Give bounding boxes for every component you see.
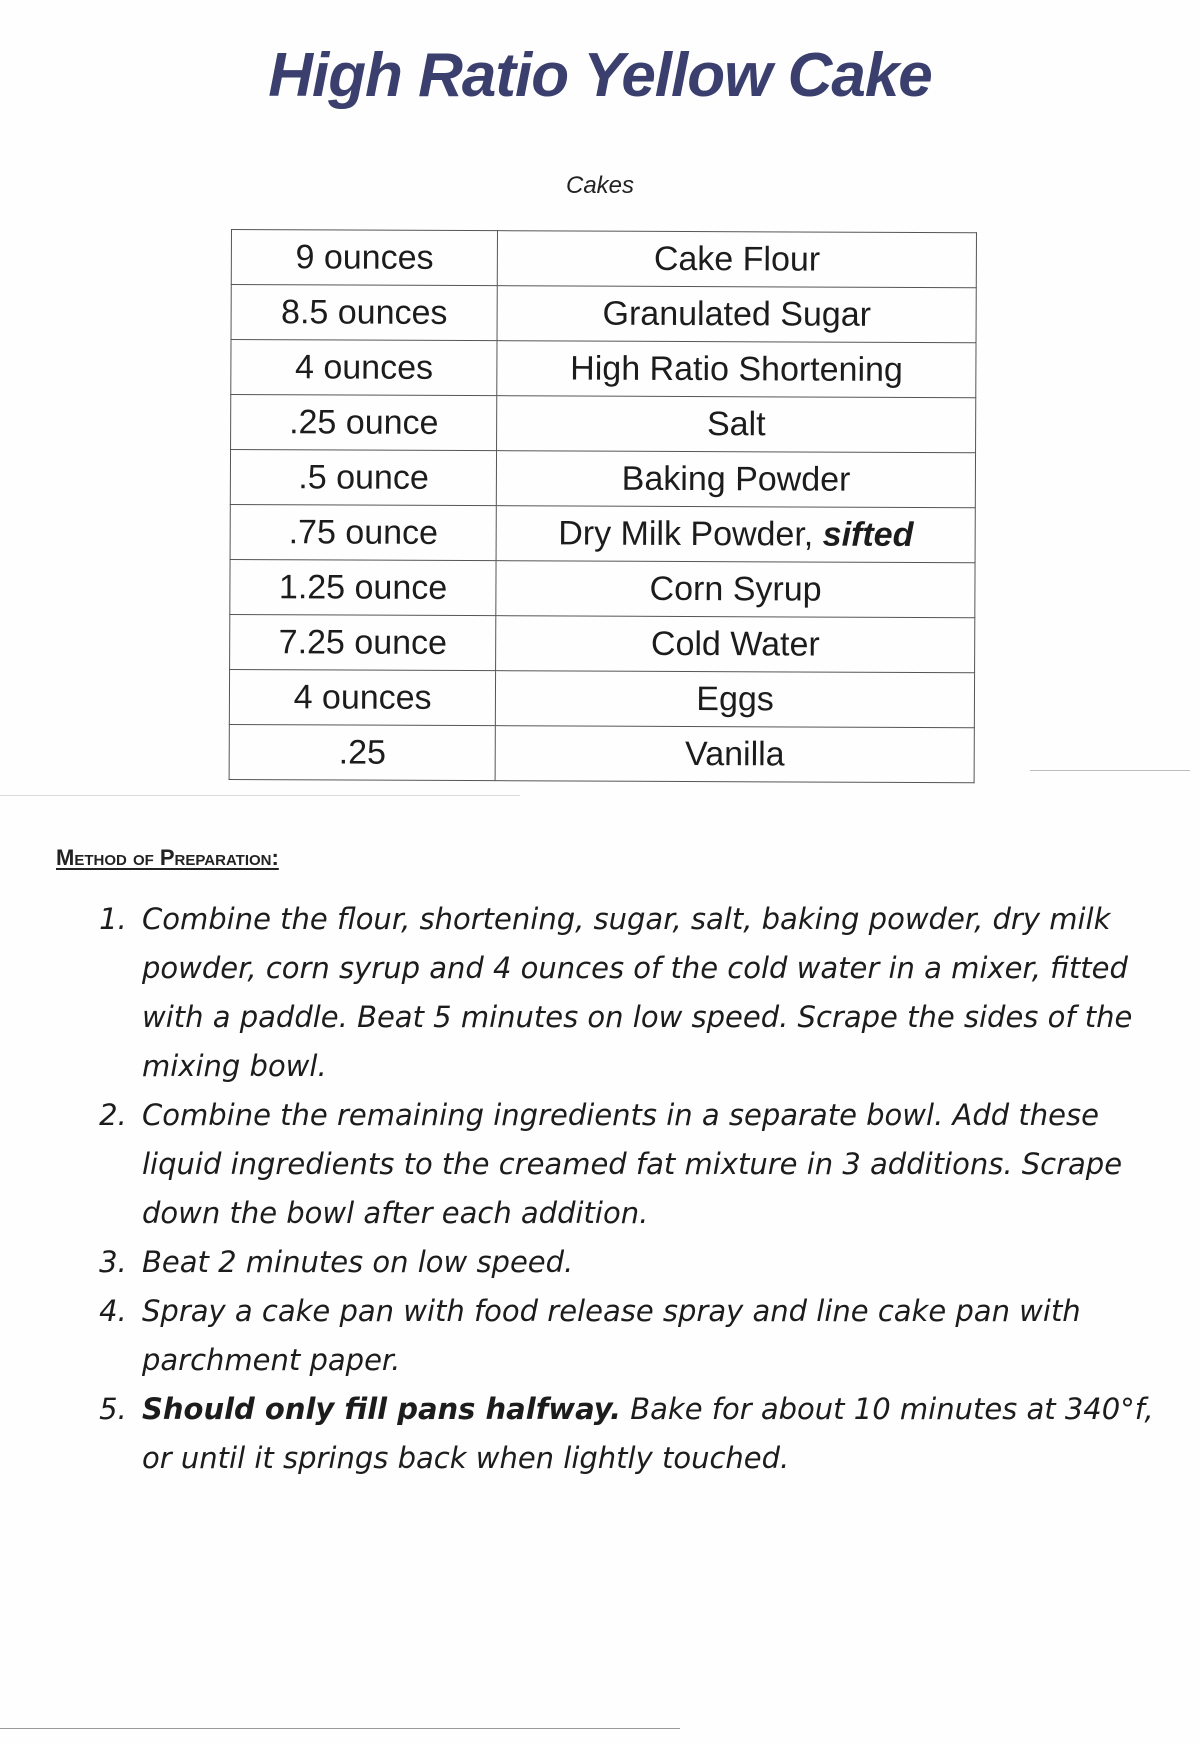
ingredient-quantity: .5 ounce	[230, 450, 497, 506]
scan-artifact-line	[0, 795, 520, 796]
method-step	[136, 895, 1172, 1091]
ingredient-name-cell	[496, 671, 975, 728]
ingredient-name: Granulated Sugar	[602, 294, 872, 334]
method-step-text: Combine the flour, shortening, sugar, salt, baking powder, dry milk powder, corn syrup and 4 ounces of the cold water in a mixer, fitted with a paddle. Beat 5 minutes on low speed. Scrape the sides of the mixing bowl.	[142, 902, 1133, 1083]
ingredient-name-cell	[497, 286, 976, 343]
ingredient-name: Corn Syrup	[649, 569, 822, 609]
ingredient-name-cell	[497, 396, 976, 453]
ingredient-name-cell	[497, 341, 976, 398]
method-step-text: Spray a cake pan with food release spray and line cake pan with parchment paper.	[142, 1294, 1081, 1377]
ingredient-quantity: 9 ounces	[231, 230, 498, 286]
ingredient-row	[231, 230, 976, 288]
method-step	[136, 1091, 1172, 1238]
ingredient-quantity: .75 ounce	[230, 504, 497, 560]
ingredient-name-cell	[498, 231, 977, 288]
ingredient-quantity: 8.5 ounces	[231, 285, 498, 341]
ingredient-row	[231, 395, 976, 453]
ingredient-name: Salt	[706, 404, 766, 443]
ingredient-quantity: 1.25 ounce	[230, 559, 497, 615]
recipe-category: Cakes	[565, 172, 635, 199]
method-step	[136, 1385, 1172, 1483]
method-step	[136, 1238, 1172, 1287]
scan-artifact-line	[1030, 770, 1190, 771]
method-step-text: Beat 2 minutes on low speed.	[142, 1245, 574, 1279]
ingredient-name-cell	[496, 616, 975, 673]
ingredient-quantity: .25	[229, 724, 496, 780]
method-step	[136, 1287, 1172, 1385]
ingredient-name-cell	[496, 561, 975, 618]
ingredient-row	[230, 504, 975, 562]
method-steps-list	[92, 895, 1172, 1483]
ingredient-name: Vanilla	[685, 734, 785, 773]
ingredient-row	[231, 285, 976, 343]
ingredient-name-cell	[497, 451, 976, 508]
ingredients-table	[229, 229, 977, 783]
ingredient-name-cell	[496, 506, 975, 563]
method-step-emphasis: Should only fill pans halfway.	[142, 1392, 622, 1426]
ingredient-name: Eggs	[696, 679, 774, 718]
ingredient-quantity: 4 ounces	[231, 340, 498, 396]
ingredient-row	[229, 724, 974, 782]
ingredient-row	[231, 340, 976, 398]
method-step-text: Combine the remaining ingredients in a separate bowl. Add these liquid ingredients to the creamed fat mixture in 3 additions. Scrape down the bowl after each addition.	[142, 1098, 1123, 1230]
ingredient-row	[229, 669, 974, 727]
ingredient-quantity: 7.25 ounce	[230, 614, 497, 670]
ingredient-name: High Ratio Shortening	[570, 348, 903, 389]
method-heading: Method of Preparation:	[56, 845, 279, 870]
ingredient-quantity: 4 ounces	[229, 669, 496, 725]
ingredient-name: Cake Flour	[653, 239, 821, 279]
ingredient-name: Dry Milk Powder,	[558, 513, 823, 554]
ingredient-name: Baking Powder	[621, 459, 851, 499]
recipe-title: High Ratio Yellow Cake	[268, 41, 932, 110]
ingredient-name-cell	[495, 726, 974, 783]
ingredient-row	[230, 559, 975, 617]
ingredient-row	[230, 450, 975, 508]
scan-artifact-line	[0, 1728, 680, 1729]
method-step-text: Bake for about 10 minutes at 340°f, or until it springs back when lightly touched.	[142, 1392, 1154, 1475]
ingredient-note: sifted	[822, 515, 914, 554]
ingredient-quantity: .25 ounce	[231, 395, 498, 451]
ingredient-row	[230, 614, 975, 672]
ingredient-name: Cold Water	[650, 624, 820, 664]
